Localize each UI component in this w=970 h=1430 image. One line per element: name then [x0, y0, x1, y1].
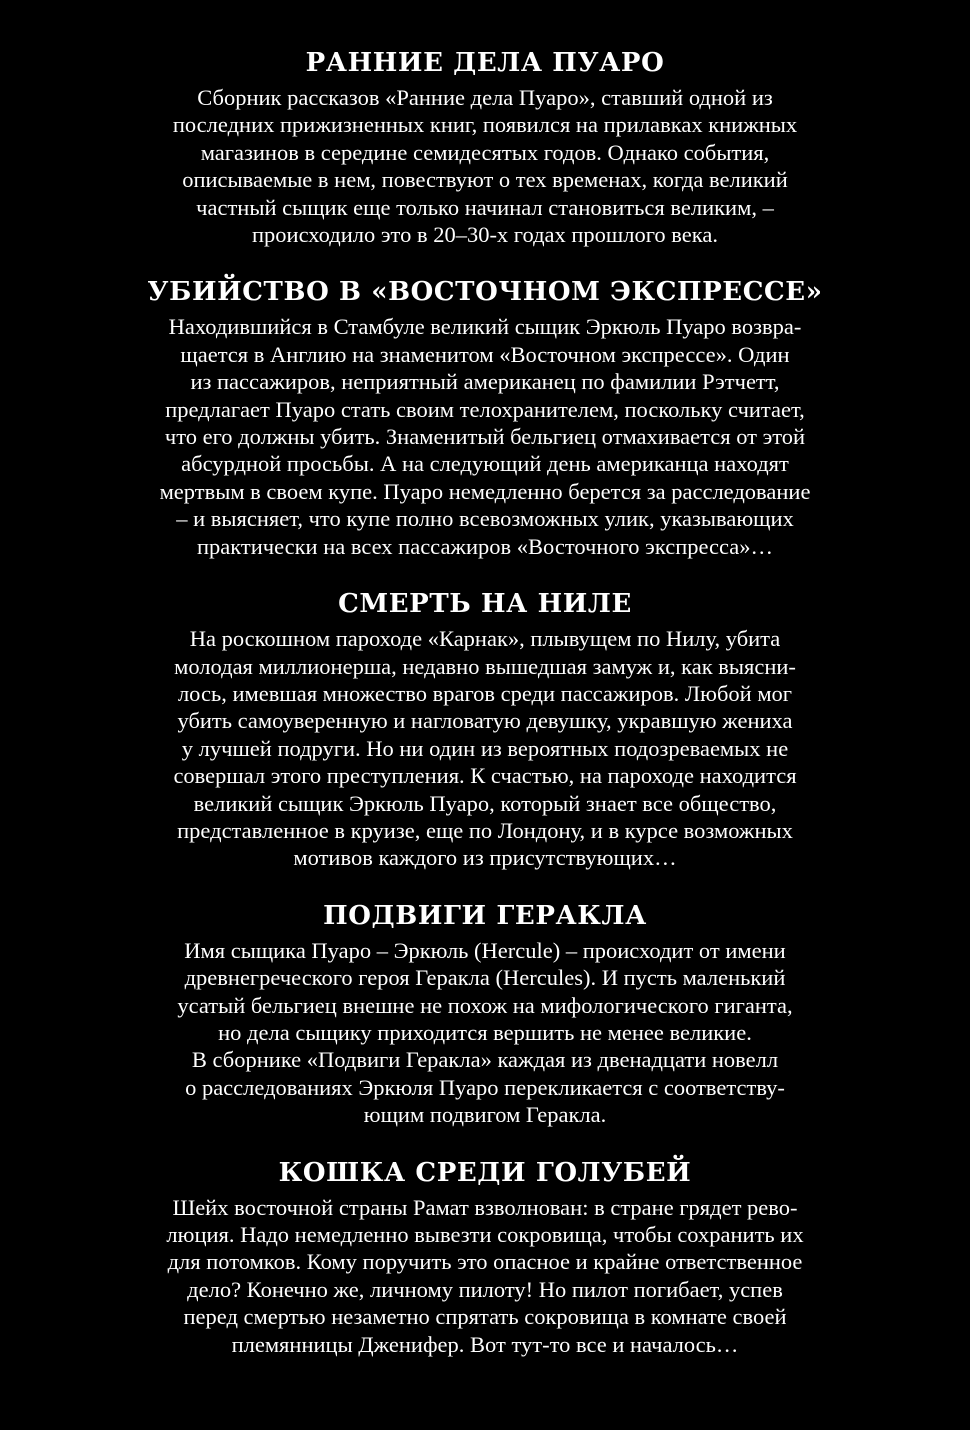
section-description	[95, 625, 875, 872]
text-line: На роскошном пароходе «Карнак», плывущем по Нилу, убита	[189, 626, 781, 652]
section-title: ПОДВИГИ ГЕРАКЛА	[323, 900, 647, 931]
text-line: предлагает Пуаро стать своим телохранителем, поскольку считает,	[165, 396, 805, 422]
text-line: последних прижизненных книг, появился на прилавках книжных	[172, 112, 798, 138]
text-line: дело? Конечно же, личному пилоту! Но пилот погибает, успев	[187, 1276, 783, 1302]
text-line: абсурдной просьбы. А на следующий день американца находят	[181, 451, 789, 477]
section-title: РАННИЕ ДЕЛА ПУАРО	[305, 48, 665, 78]
text-line: частный сыщик еще только начинал становиться великим, –	[196, 194, 774, 220]
text-line: о расследованиях Эркюля Пуаро перекликается с соответству-	[185, 1074, 785, 1100]
section-orient-express	[95, 275, 875, 560]
section-death-on-nile	[95, 587, 875, 872]
text-line: Находившийся в Стамбуле великий сыщик Эркюль Пуаро возвра-	[168, 314, 802, 340]
section-cat-among-pigeons	[95, 1156, 875, 1358]
section-title: СМЕРТЬ НА НИЛЕ	[338, 589, 632, 620]
text-line: – и выясняет, что купе полно всевозможных улик, указывающих	[176, 506, 794, 532]
text-line: щается в Англию на знаменитом «Восточном экспрессе». Один	[180, 341, 790, 367]
text-line: мертвым в своем купе. Пуаро немедленно берется за расследование	[159, 478, 811, 504]
section-labours-of-hercules	[95, 899, 875, 1129]
text-line: Имя сыщика Пуаро – Эркюль (Hercule) – происходит от имени	[184, 937, 786, 963]
text-line: молодая миллионерша, недавно вышедшая замуж и, как выясни-	[174, 653, 796, 679]
text-line: происходило это в 20–30-х годах прошлого века.	[252, 222, 718, 248]
text-line: убить самоуверенную и нагловатую девушку, укравшую жениха	[177, 708, 793, 734]
text-line: мотивов каждого из присутствующих…	[293, 845, 677, 871]
section-early-cases	[95, 46, 875, 248]
text-line: люция. Надо немедленно вывезти сокровища, чтобы сохранить их	[166, 1222, 804, 1247]
section-description	[95, 1194, 875, 1358]
text-line: у лучшей подруги. Но ни один из вероятных подозреваемых не	[181, 735, 789, 761]
text-line: племянницы Дженифер. Вот тут-то все и началось…	[231, 1331, 739, 1357]
text-line: представленное в круизе, еще по Лондону, и в курсе возможных	[177, 817, 793, 843]
text-line: Сборник рассказов «Ранние дела Пуаро», ставший одной из	[197, 85, 773, 110]
text-line: ющим подвигом Геракла.	[363, 1102, 607, 1128]
text-line: Шейх восточной страны Рамат взволнован: в стране грядет рево-	[172, 1194, 798, 1220]
text-line: практически на всех пассажиров «Восточного экспресса»…	[196, 533, 774, 559]
text-line: что его должны убить. Знаменитый бельгиец отмахивается от этой	[164, 424, 806, 450]
text-line: великий сыщик Эркюль Пуаро, который знает все общество,	[193, 790, 777, 816]
text-line: из пассажиров, неприятный американец по фамилии Рэтчетт,	[190, 369, 780, 395]
text-line: В сборнике «Подвиги Геракла» каждая из двенадцати новелл	[191, 1047, 779, 1073]
section-description	[95, 313, 875, 560]
text-line: совершал этого преступления. К счастью, на пароходе находится	[173, 763, 797, 789]
text-line: усатый бельгиец внешне не похож на мифологического гиганта,	[177, 992, 793, 1018]
text-line: магазинов в середине семидесятых годов. Однако события,	[200, 139, 770, 165]
text-line: лось, имевшая множество врагов среди пассажиров. Любой мог	[177, 680, 793, 706]
section-title: КОШКА СРЕДИ ГОЛУБЕЙ	[278, 1157, 692, 1188]
text-line: перед смертью незаметно спрятать сокровища в комнате своей	[183, 1304, 787, 1330]
text-line: для потомков. Кому поручить это опасное и крайне ответственное	[167, 1249, 803, 1275]
section-description	[95, 84, 875, 248]
text-line: но дела сыщику приходится вершить не менее великие.	[218, 1019, 752, 1045]
section-description	[95, 937, 875, 1129]
section-title: УБИЙСТВО В «ВОСТОЧНОМ ЭКСПРЕССЕ»	[147, 277, 823, 308]
text-line: древнегреческого героя Геракла (Hercules). И пусть маленький	[184, 965, 786, 991]
text-line: описываемые в нем, повествуют о тех временах, когда великий	[182, 167, 788, 193]
